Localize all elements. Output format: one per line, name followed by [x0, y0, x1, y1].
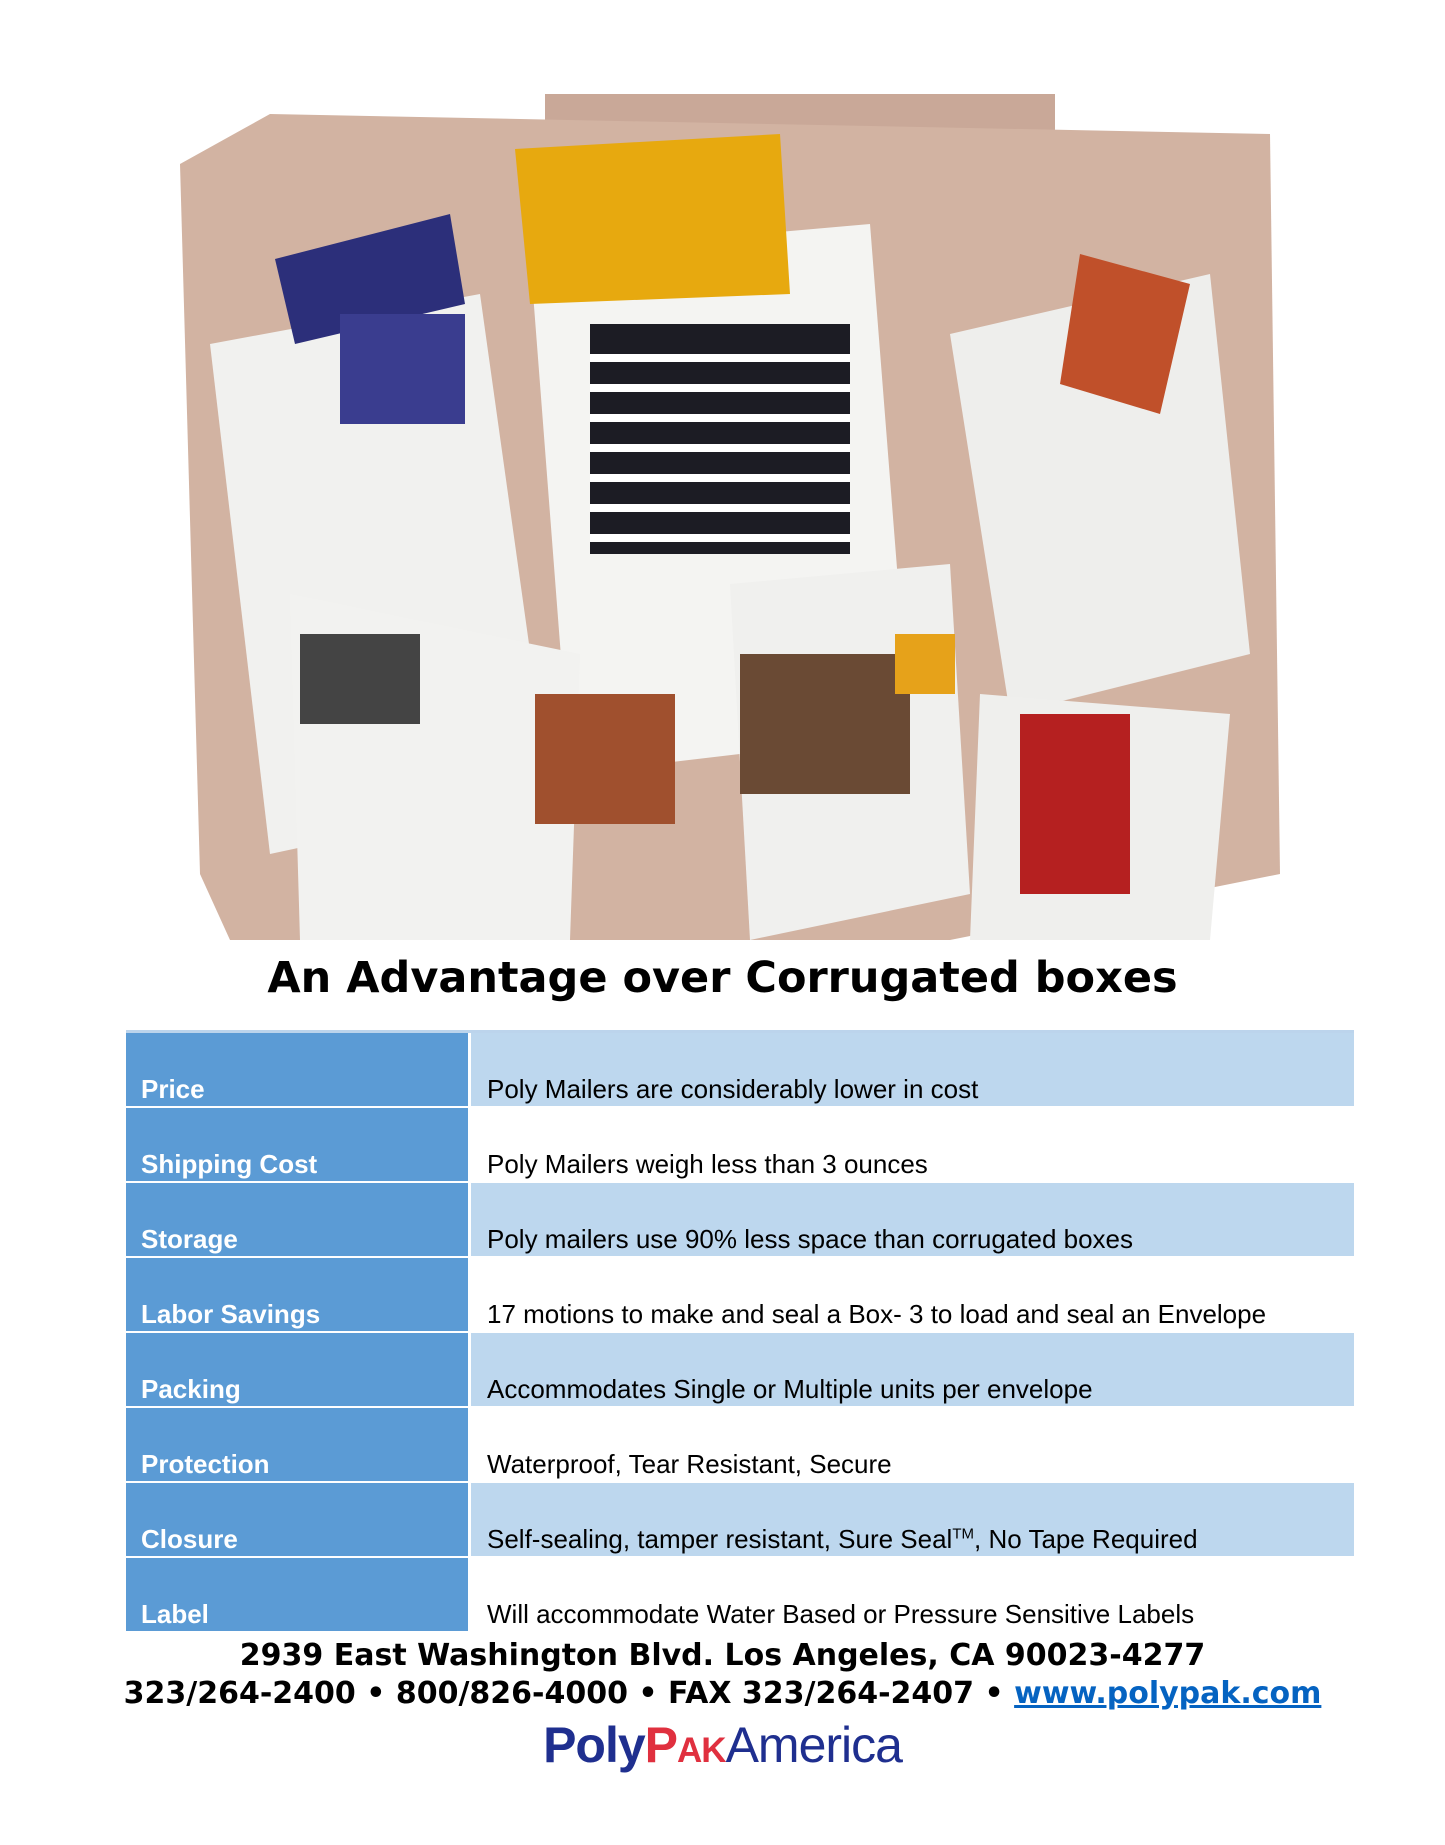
row-label: Protection — [141, 1449, 270, 1479]
website-link[interactable]: www.polypak.com — [1014, 1676, 1322, 1711]
row-label: Labor Savings — [141, 1299, 321, 1329]
phone-numbers: 323/264-2400 • 800/826-4000 • FAX 323/264-2407 • — [123, 1676, 1015, 1711]
row-value: Accommodates Single or Multiple units per envelope — [487, 1374, 1093, 1404]
table-row — [126, 1408, 1354, 1483]
trademark-sup: TM — [952, 1525, 975, 1543]
comparison-table — [126, 1030, 1354, 1631]
contact-line — [0, 1676, 1445, 1712]
table-row — [126, 1483, 1354, 1558]
row-value: Poly Mailers weigh less than 3 ounces — [487, 1149, 928, 1179]
row-label: Price — [141, 1074, 205, 1104]
address: 2939 East Washington Blvd. Los Angeles, CA 90023-4277 — [239, 1638, 1206, 1673]
table-row — [126, 1333, 1354, 1408]
table-row — [126, 1108, 1354, 1183]
row-label: Closure — [141, 1524, 238, 1554]
row-value: Poly mailers use 90% less space than corrugated boxes — [487, 1224, 1134, 1254]
row-label: Label — [141, 1599, 209, 1629]
polypak-logo — [0, 1716, 1445, 1774]
table-row — [126, 1033, 1354, 1108]
row-value: 17 motions to make and seal a Box- 3 to load and seal an Envelope — [487, 1299, 1267, 1329]
page-title: An Advantage over Corrugated boxes — [267, 953, 1178, 1003]
logo-america: America — [725, 1717, 902, 1773]
row-value: Poly Mailers are considerably lower in cost — [487, 1074, 979, 1104]
row-value — [487, 1524, 1198, 1556]
row-value: Waterproof, Tear Resistant, Secure — [487, 1449, 892, 1479]
table-row — [126, 1558, 1354, 1631]
logo-pak: Pak — [644, 1717, 726, 1773]
row-value: Will accommodate Water Based or Pressure Sensitive Labels — [487, 1599, 1195, 1629]
logo-poly: Poly — [543, 1717, 645, 1773]
row-label: Packing — [141, 1374, 241, 1404]
product-photo — [150, 94, 1350, 940]
closure-text-after: , No Tape Required — [974, 1524, 1198, 1554]
closure-text: Self-sealing, tamper resistant, Sure Seal — [487, 1524, 953, 1554]
table-row — [126, 1258, 1354, 1333]
row-label: Shipping Cost — [141, 1149, 318, 1179]
row-label: Storage — [141, 1224, 238, 1254]
table-row — [126, 1183, 1354, 1258]
